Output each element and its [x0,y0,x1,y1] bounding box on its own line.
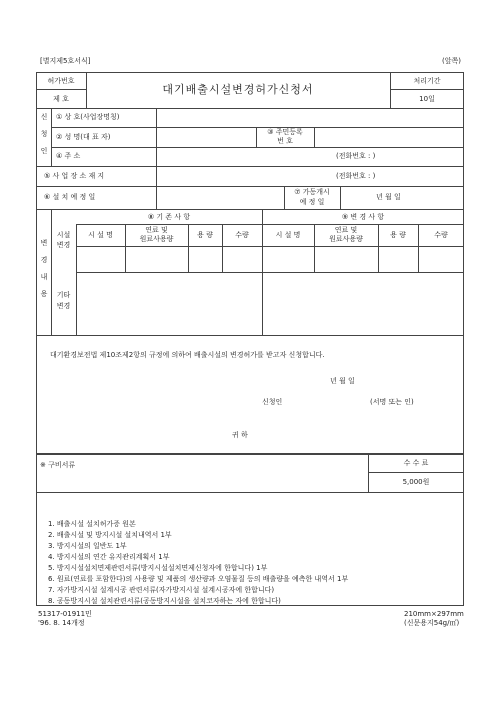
site-location-field[interactable] [157,167,463,185]
form-code: 51317-01911민 [38,610,92,618]
other-change-label: 기타 [56,291,71,299]
existing-other-entry[interactable] [77,273,261,334]
business-name-field[interactable] [157,109,463,126]
document-item-6: 6. 원료(연료를 포함한다)의 사용량 및 제품의 생산량과 오염물질 등의 배출량을 예측한 내역서 1부 [48,575,349,583]
install-date-field[interactable] [157,187,283,208]
applicant-group-label: 신 청 인 [40,113,48,155]
address-label: ④ 주 소 [56,152,81,160]
declaration-text: 대기환경보전법 제10조제2항의 규정에 의하여 배출시설의 변경허가를 받고자 신청합니다. [50,351,325,359]
document-item-3: 3. 방지시설의 일반도 1부 [48,542,127,550]
paper-type: (신문용지54g/㎡) [404,619,460,627]
paper-size: 210mm×297mm [404,610,464,618]
other-change-label-2: 변경 [56,302,71,310]
col-fuel-usage-2: 원료사용량 [139,235,174,243]
document-item-2: 2. 배출시설 및 방지시설 설치내역서 1부 [48,531,172,539]
document-item-7: 7. 자가방지시설 설계시공 관련서류(자가방지시설 설계시공자에 한합니다) [48,586,275,594]
business-name-label: ① 상 호(사업장명칭) [56,113,120,121]
addressee: 귀 하 [232,431,248,439]
col-capacity: 용 량 [197,231,213,239]
required-documents-label: ※ 구비서류 [40,461,76,469]
representative-name-label: ② 성 명(대 표 자) [56,133,111,141]
existing-facility-entry[interactable] [77,247,261,271]
col-new-fuel-usage: 연료 및 [334,226,358,234]
address-field[interactable] [157,148,463,165]
declaration-date[interactable]: 년 월 일 [330,377,355,385]
col-new-facility-name: 시 설 명 [275,231,301,239]
change-details-group-label: 변 경 내 용 [40,239,48,298]
changed-items-header: ⑨ 변 경 사 항 [341,213,385,221]
revision-date: '96. 8. 14개정 [38,619,85,627]
site-phone: (전화번호 : ) [336,172,376,180]
fee-label: 수 수 료 [403,459,429,467]
operation-date-label: ⑦ 가동개시 [294,188,330,196]
permit-number-field: 제 호 [53,95,69,103]
document-item-8: 8. 공동방지시설 설치관련서류(공동방지시설을 설치코자하는 자에 한합니다) [48,597,281,605]
form-title: 대기배출시설변경허가신청서 [162,83,314,96]
representative-name-field[interactable] [157,128,255,146]
operation-date-field[interactable]: 년 월 일 [376,193,401,201]
col-new-fuel-usage-2: 원료사용량 [329,235,363,243]
page-side-label: (앞쪽) [442,57,461,65]
col-facility-name: 시 설 명 [88,231,113,239]
form-number: [별지제5호서식] [40,57,91,65]
col-new-quantity: 수량 [434,231,448,239]
col-fuel-usage: 연료 및 [145,226,168,234]
resident-number-label: ③ 주민등록 [267,128,303,136]
processing-period-label: 처리기간 [413,77,441,85]
document-item-1: 1. 배출시설 설치허가증 원본 [48,520,136,528]
document-item-5: 5. 방지시설설치면제관련서류(방지시설설치면제신청자에 한합니다) 1부 [48,564,268,572]
permit-number-label: 허가번호 [47,77,75,85]
document-item-4: 4. 방지시설의 연간 유지관리계획서 1부 [48,553,170,561]
attachments-frame [36,454,464,606]
facility-change-label-2: 변경 [56,241,71,249]
changed-other-entry[interactable] [263,273,463,334]
operation-date-label-2: 예 정 일 [299,198,325,206]
facility-change-label: 시설 [56,231,71,239]
col-quantity: 수량 [235,231,249,239]
signature-hint: (서명 또는 인) [370,398,414,406]
resident-number-label-2: 번 호 [277,137,293,145]
processing-period-value: 10일 [419,95,435,103]
existing-items-header: ⑧ 기 존 사 항 [147,213,191,221]
applicant-signature-label: 신청인 [262,398,283,406]
changed-facility-entry[interactable] [263,247,463,271]
resident-number-field[interactable] [315,128,463,146]
address-phone: (전화번호 : ) [336,152,376,160]
site-location-label: ⑤ 사 업 장 소 재 지 [44,172,105,180]
col-new-capacity: 용 량 [390,231,406,239]
install-date-label: ⑥ 설 치 예 정 일 [44,193,96,201]
fee-value: 5,000원 [402,478,430,486]
